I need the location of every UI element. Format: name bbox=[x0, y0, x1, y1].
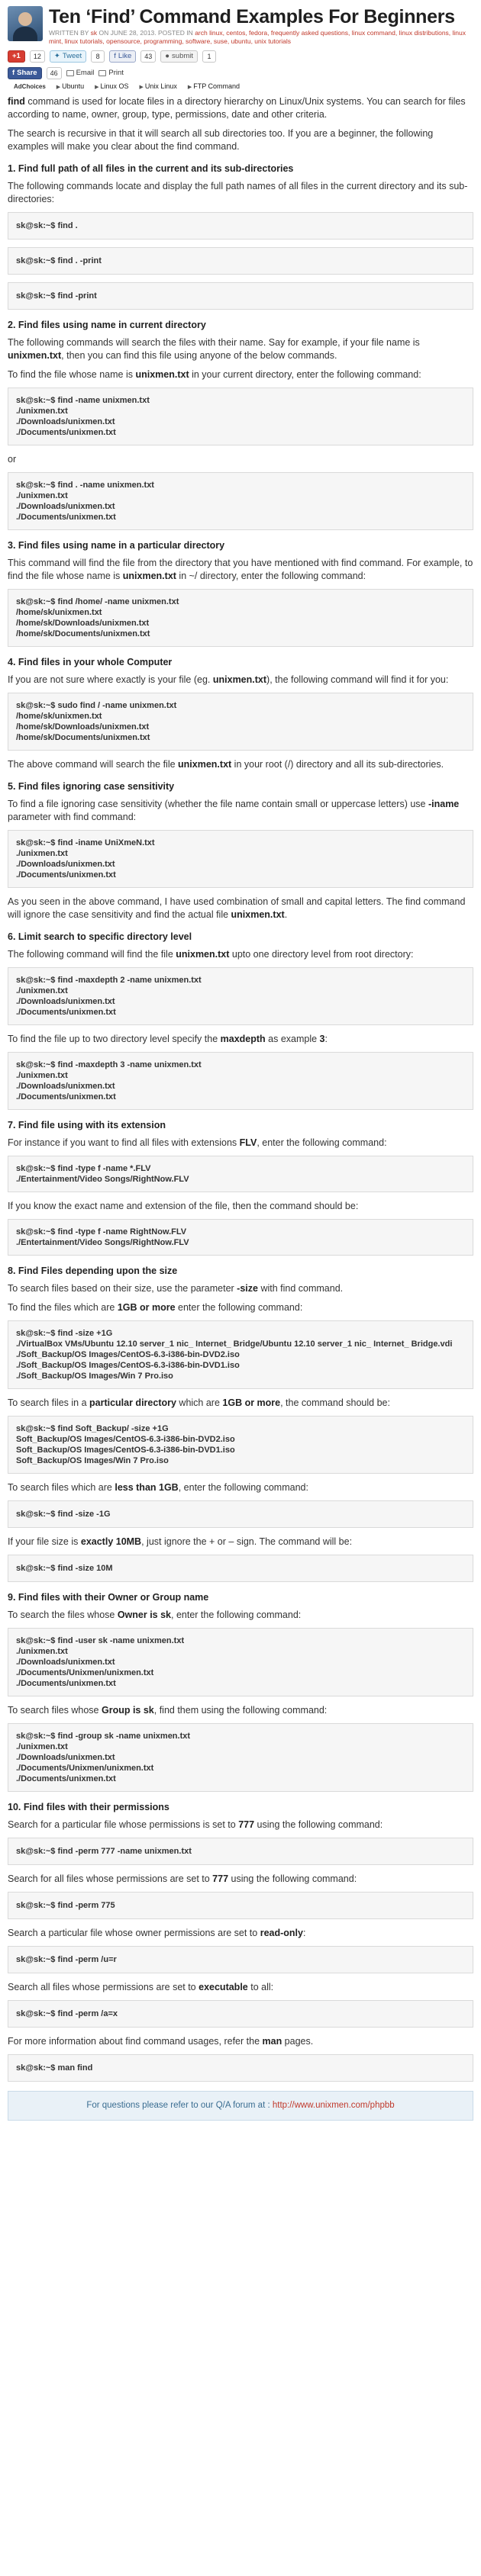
email-button[interactable] bbox=[66, 68, 95, 79]
print-button[interactable] bbox=[98, 68, 124, 79]
gplus-count: 12 bbox=[30, 50, 45, 63]
forum-notice bbox=[8, 2091, 473, 2121]
tweet-label: Tweet bbox=[62, 52, 82, 61]
header-text bbox=[49, 6, 473, 46]
section-9-text-2: To search files whose Group is sk, find them using the following command: bbox=[8, 1705, 328, 1716]
intro-paragraph-1: find command is used for locate files in a directory hierarchy on Linux/Unix systems. You can search for files according to name, owner, group, type, permissions, date and other criteria. bbox=[8, 96, 466, 121]
code-block: sk@sk:~$ find -user sk -name unixmen.txt ./unixmen.txt ./Downloads/unixmen.txt ./Documents/Unixmen/unixmen.txt ./Documents/unixmen.txt bbox=[8, 1628, 473, 1696]
share-count: 46 bbox=[47, 67, 62, 79]
category-links[interactable]: arch linux, centos, fedora, frequently asked questions, linux command, linux distributions, linux mint, linux tutorials, opensource, programming, software, suse, ubuntu, unix tutorials bbox=[49, 29, 466, 45]
tweet-count: 8 bbox=[91, 50, 105, 63]
article-title[interactable]: Ten ‘Find’ Command Examples For Beginners bbox=[49, 6, 455, 27]
author-link[interactable]: sk bbox=[90, 29, 98, 37]
section-5-text-1: To find a file ignoring case sensitivity (whether the file name contain small or uppercase letters) use -iname parameter with find command: bbox=[8, 799, 460, 823]
share-label: Share bbox=[17, 69, 37, 78]
code-block: sk@sk:~$ find /home/ -name unixmen.txt /home/sk/unixmen.txt /home/sk/Downloads/unixmen.txt /home/sk/Documents/unixmen.txt bbox=[8, 589, 473, 647]
section-2-text-2: To find the file whose name is unixmen.txt in your current directory, enter the following command: bbox=[8, 369, 421, 381]
section-heading-2: 2. Find files using name in current directory bbox=[8, 320, 206, 331]
ad-link-ftp-command[interactable]: ▶ FTP Command bbox=[188, 82, 240, 92]
ad-links bbox=[14, 82, 473, 92]
submit-label: submit bbox=[172, 52, 194, 61]
section-4-text-2: The above command will search the file unixmen.txt in your root (/) directory and all its sub-directories. bbox=[8, 759, 444, 770]
section-10-text-4: Search all files whose permissions are set to executable to all: bbox=[8, 1982, 274, 1993]
code-block: sk@sk:~$ find -type f -name *.FLV ./Entertainment/Video Songs/RightNow.FLV bbox=[8, 1156, 473, 1192]
section-10-text-3: Search a particular file whose owner permissions are set to read-only: bbox=[8, 1928, 306, 1939]
code-block: sk@sk:~$ find -print bbox=[8, 282, 473, 310]
section-heading-4: 4. Find files in your whole Computer bbox=[8, 657, 173, 668]
code-block: sk@sk:~$ find -perm /u=r bbox=[8, 1946, 473, 1973]
stumbleupon-icon: ● bbox=[165, 52, 170, 61]
meta-date: ON JUNE 28, 2013. POSTED IN bbox=[98, 29, 193, 37]
code-block: sk@sk:~$ sudo find / -name unixmen.txt /home/sk/unixmen.txt /home/sk/Downloads/unixmen.txt /home/sk/Documents/unixmen.txt bbox=[8, 693, 473, 751]
code-block: sk@sk:~$ find -perm 775 bbox=[8, 1892, 473, 1919]
ad-link-ubuntu[interactable]: ▶ Ubuntu bbox=[56, 82, 84, 92]
find-cmd-label: find bbox=[8, 96, 25, 108]
code-block: sk@sk:~$ find -type f -name RightNow.FLV ./Entertainment/Video Songs/RightNow.FLV bbox=[8, 1219, 473, 1256]
section-heading-10: 10. Find files with their permissions bbox=[8, 1802, 169, 1813]
code-block: sk@sk:~$ find -group sk -name unixmen.txt ./unixmen.txt ./Downloads/unixmen.txt ./Documents/Unixmen/unixmen.txt ./Documents/unixmen.txt bbox=[8, 1723, 473, 1792]
section-7-text-1: For instance if you want to find all files with extensions FLV, enter the following command: bbox=[8, 1137, 387, 1149]
section-8-text-1: To search files based on their size, use the parameter -size with find command. bbox=[8, 1283, 344, 1294]
section-heading-3: 3. Find files using name in a particular directory bbox=[8, 540, 225, 552]
meta-prefix: WRITTEN BY bbox=[49, 29, 89, 37]
tweet-button[interactable] bbox=[50, 50, 86, 63]
code-block: sk@sk:~$ find Soft_Backup/ -size +1G Soft_Backup/OS Images/CentOS-6.3-i386-bin-DVD2.iso Soft_Backup/OS Images/CentOS-6.3-i386-bin-DVD1.iso Soft_Backup/OS Images/Win 7 Pro.iso bbox=[8, 1416, 473, 1474]
code-block: sk@sk:~$ find -name unixmen.txt ./unixmen.txt ./Downloads/unixmen.txt ./Documents/unixmen.txt bbox=[8, 388, 473, 445]
code-block: sk@sk:~$ find . bbox=[8, 212, 473, 240]
like-button[interactable] bbox=[109, 50, 136, 63]
code-block: sk@sk:~$ find -size 10M bbox=[8, 1555, 473, 1582]
section-9-text-1: To search the files whose Owner is sk, enter the following command: bbox=[8, 1610, 302, 1621]
ad-link-unix-linux[interactable]: ▶ Unix Linux bbox=[140, 82, 177, 92]
section-7-text-2: If you know the exact name and extension of the file, then the command should be: bbox=[8, 1201, 359, 1212]
code-block: sk@sk:~$ find -size +1G ./VirtualBox VMs/Ubuntu 12.10 server_1 nic_ Internet_ Bridge/Ubuntu 12.10 server_1 nic_ Internet_ Bridge.vdi ./Soft_Backup/OS Images/CentOS-6.3-i386-bin-DVD2.iso ./Soft_Backup/OS Images/CentOS-6.3-i386-bin-DVD1.iso ./Soft_Backup/OS Images/Win 7 Pro.iso bbox=[8, 1320, 473, 1389]
share-bar-2 bbox=[8, 67, 473, 79]
share-button[interactable] bbox=[8, 67, 42, 79]
forum-link[interactable]: http://www.unixmen.com/phpbb bbox=[272, 2101, 395, 2111]
print-icon bbox=[98, 70, 106, 76]
intro-paragraph-2: The search is recursive in that it will search all sub directories too. If you are a beginner, the following examples will make you clear about the find command. bbox=[8, 128, 434, 153]
share-bar bbox=[8, 50, 473, 63]
section-10-text-5: For more information about find command usages, refer the man pages. bbox=[8, 2036, 314, 2047]
code-block: sk@sk:~$ find -iname UniXmeN.txt ./unixmen.txt ./Downloads/unixmen.txt ./Documents/unixmen.txt bbox=[8, 830, 473, 888]
adchoices-label[interactable]: AdChoices bbox=[14, 82, 46, 90]
article-meta bbox=[49, 29, 473, 46]
code-block: sk@sk:~$ find -maxdepth 3 -name unixmen.txt ./unixmen.txt ./Downloads/unixmen.txt ./Documents/unixmen.txt bbox=[8, 1052, 473, 1110]
section-8-text-2: To find the files which are 1GB or more enter the following command: bbox=[8, 1302, 303, 1314]
section-5-text-2: As you seen in the above command, I have used combination of small and capital letters. The find command will ignore the case sensitivity and find the actual file unixmen.txt. bbox=[8, 896, 466, 921]
gplus-button[interactable]: +1 bbox=[8, 50, 25, 63]
section-8-text-4: To search files which are less than 1GB, enter the following command: bbox=[8, 1482, 308, 1494]
section-heading-1: 1. Find full path of all files in the current and its sub-directories bbox=[8, 163, 294, 175]
section-heading-5: 5. Find files ignoring case sensitivity bbox=[8, 781, 175, 793]
facebook-icon: f bbox=[114, 52, 116, 61]
code-block: sk@sk:~$ find -perm /a=x bbox=[8, 2000, 473, 2028]
section-heading-8: 8. Find Files depending upon the size bbox=[8, 1265, 178, 1277]
code-block: sk@sk:~$ find -maxdepth 2 -name unixmen.txt ./unixmen.txt ./Downloads/unixmen.txt ./Documents/unixmen.txt bbox=[8, 967, 473, 1025]
email-icon bbox=[66, 70, 74, 76]
section-6-text-1: The following command will find the file unixmen.txt upto one directory level from root directory: bbox=[8, 949, 414, 960]
submit-count: 1 bbox=[202, 50, 216, 63]
article-header bbox=[8, 6, 473, 46]
code-block: sk@sk:~$ find . -print bbox=[8, 247, 473, 275]
section-6-text-2: To find the file up to two directory level specify the maxdepth as example 3: bbox=[8, 1034, 328, 1045]
twitter-icon: ✦ bbox=[53, 52, 60, 61]
or-text: or bbox=[8, 454, 17, 465]
code-block: sk@sk:~$ find -size -1G bbox=[8, 1500, 473, 1528]
code-block: sk@sk:~$ find . -name unixmen.txt ./unixmen.txt ./Downloads/unixmen.txt ./Documents/unixmen.txt bbox=[8, 472, 473, 530]
section-8-text-3: To search files in a particular directory which are 1GB or more, the command should be: bbox=[8, 1397, 390, 1409]
section-10-text-2: Search for all files whose permissions are set to 777 using the following command: bbox=[8, 1873, 357, 1885]
submit-button[interactable] bbox=[160, 50, 198, 63]
print-label: Print bbox=[108, 69, 124, 78]
section-heading-9: 9. Find files with their Owner or Group name bbox=[8, 1592, 209, 1603]
code-block: sk@sk:~$ find -perm 777 -name unixmen.txt bbox=[8, 1838, 473, 1865]
email-label: Email bbox=[76, 69, 95, 78]
forum-notice-text: For questions please refer to our Q/A forum at : bbox=[86, 2101, 273, 2111]
section-4-text-1: If you are not sure where exactly is your file (eg. unixmen.txt), the following command will find it for you: bbox=[8, 674, 449, 686]
section-2-text-1: The following commands will search the files with their name. Say for example, if your file name is unixmen.txt, then you can find this file using anyone of the below commands. bbox=[8, 337, 420, 362]
section-heading-6: 6. Limit search to specific directory level bbox=[8, 931, 192, 943]
section-1-text: The following commands locate and display the full path names of all files in the current directory and its sub-directories: bbox=[8, 181, 468, 205]
like-label: Like bbox=[118, 52, 132, 61]
code-block: sk@sk:~$ man find bbox=[8, 2054, 473, 2082]
facebook-share-icon: f bbox=[12, 69, 15, 78]
section-3-text: This command will find the file from the directory that you have mentioned with find command. For example, to find the file whose name is unixmen.txt in ~/ directory, enter the following command: bbox=[8, 558, 473, 582]
section-8-text-5: If your file size is exactly 10MB, just ignore the + or – sign. The command will be: bbox=[8, 1536, 353, 1548]
like-count: 43 bbox=[140, 50, 156, 63]
ad-link-linux-os[interactable]: ▶ Linux OS bbox=[95, 82, 128, 92]
author-avatar[interactable] bbox=[8, 6, 43, 41]
section-10-text-1: Search for a particular file whose permissions is set to 777 using the following command: bbox=[8, 1819, 383, 1831]
section-heading-7: 7. Find file using with its extension bbox=[8, 1120, 166, 1131]
